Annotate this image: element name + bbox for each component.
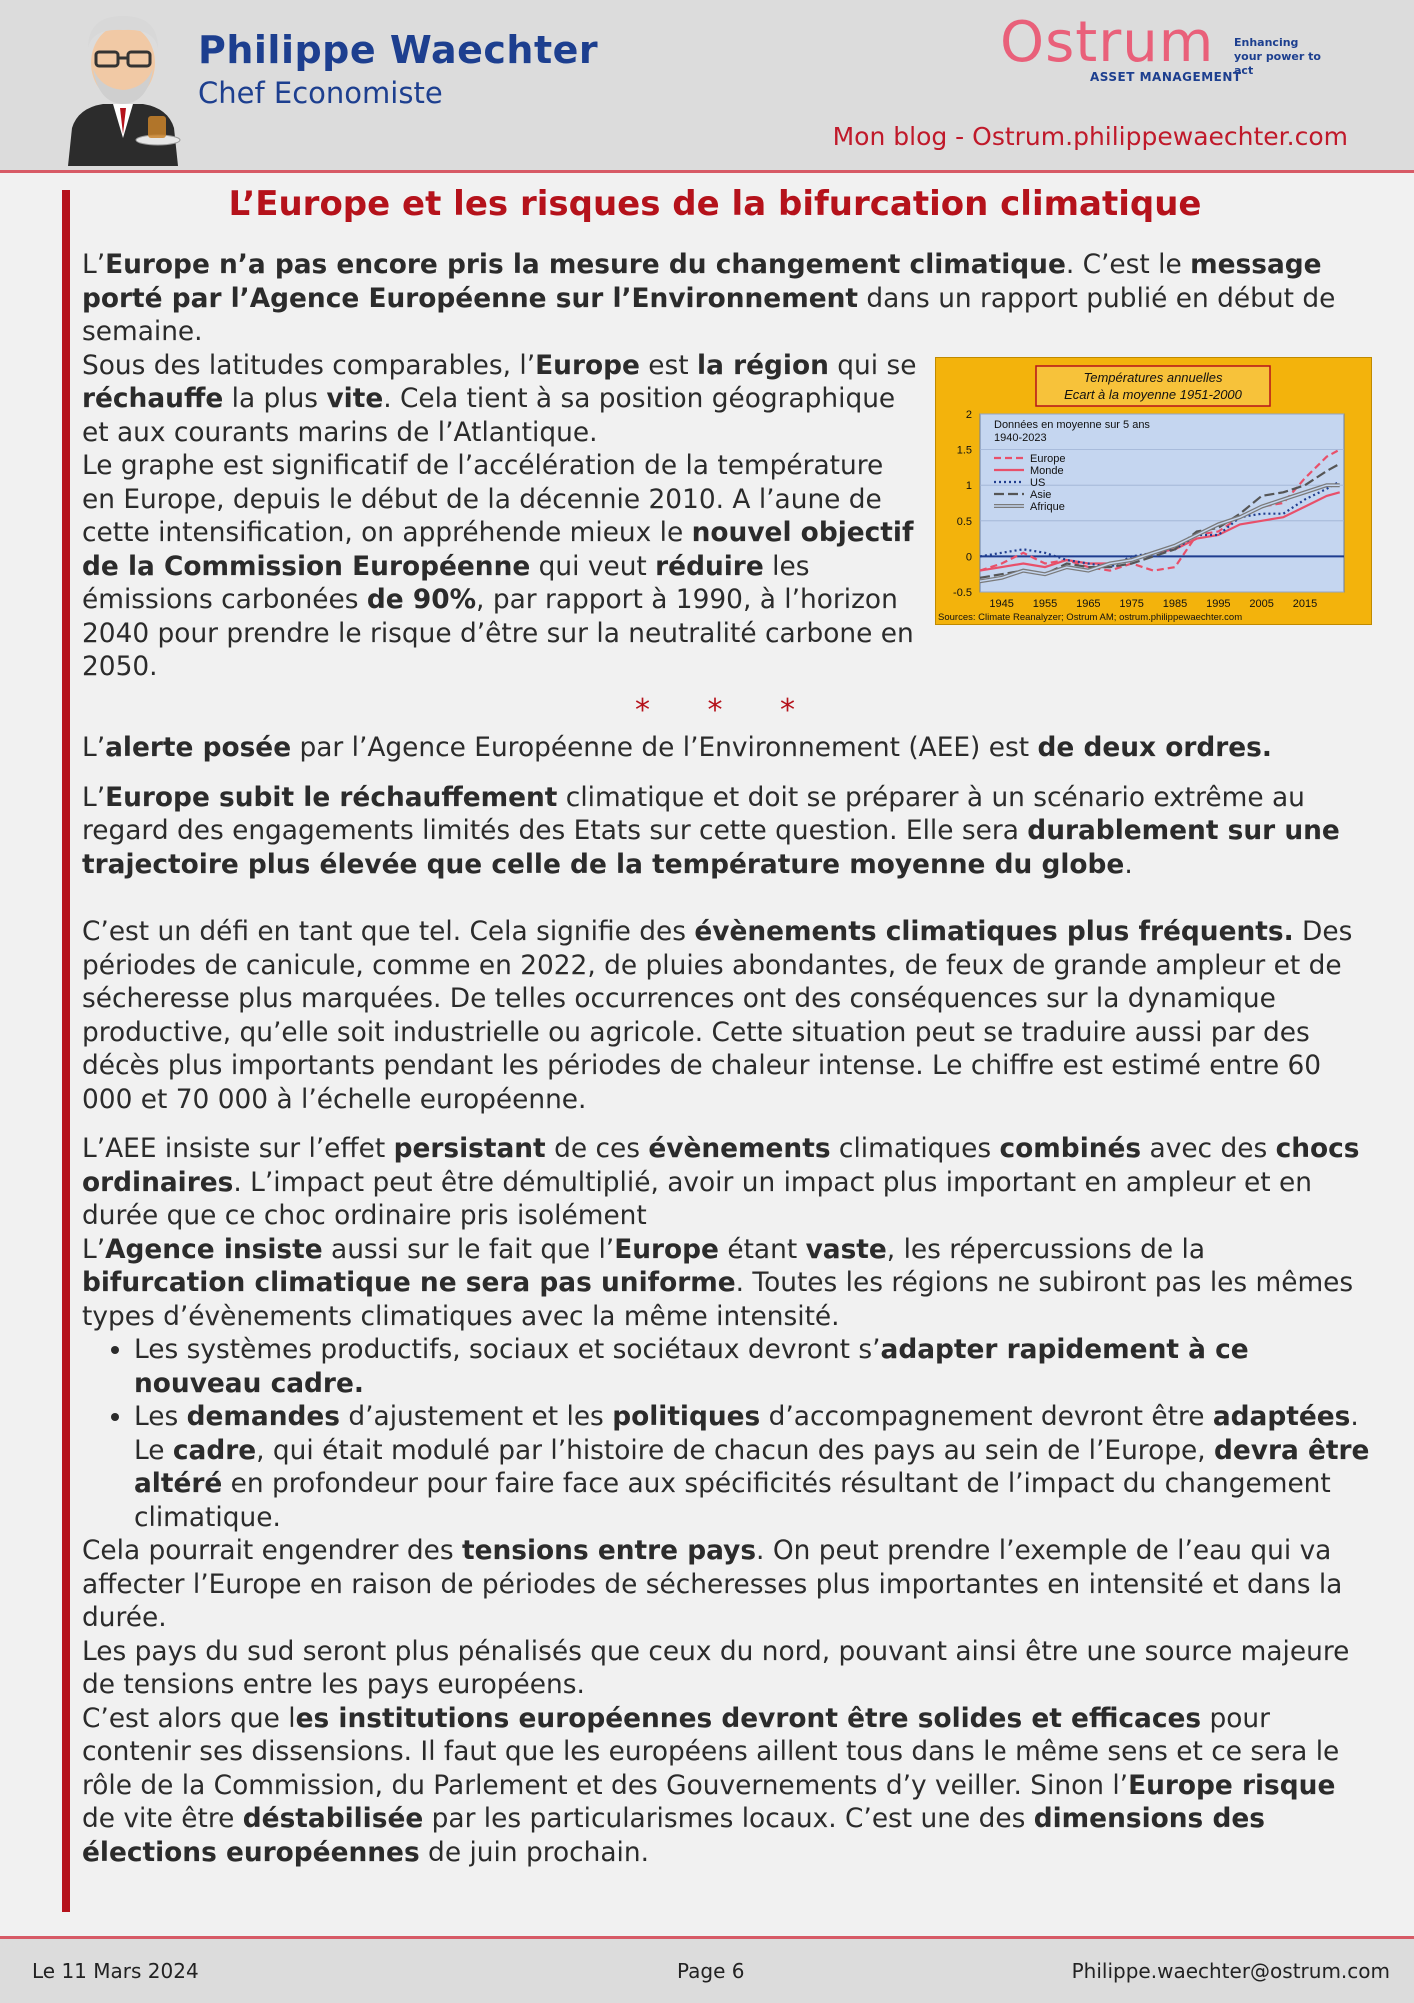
text-run: qui se: [828, 349, 917, 381]
text-run: . L’impact peut être démultiplié, avoir un impact plus important en ampleur et en durée que ce choc ordinaire pris isolément: [82, 1166, 1312, 1231]
text-run: .: [1124, 848, 1133, 880]
x-tick-label: 1985: [1162, 597, 1188, 610]
text-run: est: [639, 349, 698, 381]
bold-text: Agence insiste: [105, 1233, 323, 1265]
y-tick-label: 0: [965, 550, 972, 563]
bold-text: es institutions européennes devront être solides et efficaces: [295, 1702, 1202, 1734]
section-separator: * * *: [634, 692, 820, 728]
x-tick-label: 2005: [1249, 597, 1274, 610]
text-run: Les pays du sud seront plus pénalisés que ceux du nord, pouvant ainsi être une source majeure de tensions entre les pays européens.: [82, 1635, 1350, 1700]
text-run: étant: [718, 1233, 806, 1265]
chart-subtitle: Ecart à la moyenne 1951-2000: [1064, 386, 1242, 402]
text-run: de juin prochain.: [419, 1836, 649, 1868]
y-tick-label: 0.5: [956, 515, 972, 528]
text-run: d’ajustement et les: [340, 1401, 613, 1432]
x-tick-label: 1955: [1032, 597, 1058, 610]
blog-link[interactable]: Mon blog - Ostrum.philippewaechter.com: [832, 122, 1348, 151]
bold-text: bifurcation climatique ne sera pas uniforme: [82, 1267, 736, 1298]
text-run: en profondeur pour faire face aux spécificités résultant de l’impact du changement climatique.: [134, 1468, 1331, 1533]
brand-tagline: Enhancing your power to act: [1234, 36, 1321, 77]
page-title: L’Europe et les risques de la bifurcation climatique: [228, 184, 1202, 224]
bold-text: durablement sur une trajectoire plus élevée que celle de la température moyenne du globe: [82, 815, 1340, 880]
bold-text: déstabilisée: [242, 1803, 424, 1834]
text-run: C’est alors que l: [82, 1702, 296, 1734]
footer-email[interactable]: Philippe.waechter@ostrum.com: [1071, 1959, 1390, 1983]
text-run: . C’est le: [1065, 249, 1191, 280]
text-run: L’: [82, 732, 106, 763]
x-tick-label: 1965: [1076, 597, 1101, 610]
chart-annotation: Données en moyenne sur 5 ans: [994, 418, 1150, 431]
text-run: L’: [82, 249, 106, 280]
bold-text: vite: [326, 383, 384, 414]
text-run: avec des: [1141, 1133, 1276, 1164]
paragraph: [82, 248, 1372, 349]
paragraph: [82, 1534, 1372, 1635]
bold-text: réchauffe: [82, 383, 224, 414]
bold-text: de deux ordres.: [1037, 732, 1272, 763]
paragraph: [82, 1233, 1372, 1334]
bold-text: adaptées: [1212, 1401, 1351, 1432]
text-run: , les répercussions de la: [886, 1233, 1206, 1265]
paragraph: [82, 731, 1372, 765]
y-tick-label: -0.5: [953, 586, 972, 599]
text-run: d’accompagnement devront être: [760, 1401, 1213, 1432]
paragraph: [82, 915, 1372, 1116]
bold-text: cadre: [172, 1434, 257, 1466]
bold-text: persistant: [393, 1133, 546, 1164]
accent-bar: [62, 190, 70, 1912]
bold-text: évènements: [648, 1133, 831, 1164]
text-run: dans un rapport publié en début de semaine.: [82, 282, 1336, 347]
text-run: . On peut prendre l’exemple de l’eau qui va affecter l’Europe en raison de périodes de sécheresses plus importantes en intensité et dans la durée.: [82, 1535, 1343, 1633]
bold-text: alerte posée: [105, 732, 292, 763]
bold-text: adapter rapidement à ce nouveau cadre.: [134, 1334, 1249, 1399]
text-run: qui veut: [530, 550, 656, 582]
bold-text: de 90%: [366, 584, 477, 615]
bold-text: politiques: [612, 1401, 761, 1432]
bold-text: réduire: [655, 550, 764, 582]
page-header: [0, 0, 1414, 173]
text-run: . Toutes les régions ne subiront pas les mêmes types d’évènements climatiques avec la même intensité.: [82, 1267, 1354, 1332]
bold-text: évènements climatiques plus fréquents.: [694, 916, 1294, 947]
bold-text: dimensions des élections européennes: [82, 1803, 1265, 1868]
paragraph: [82, 1702, 1372, 1870]
paragraph: [82, 1635, 1372, 1702]
bold-text: Europe risque: [1128, 1769, 1336, 1801]
text-run: par les particularismes locaux. C’est une des: [423, 1803, 1034, 1834]
bold-text: la région: [697, 349, 829, 381]
text-run: de ces: [545, 1133, 649, 1164]
bold-text: Europe subit le réchauffement: [105, 781, 558, 813]
text-run: L’: [82, 1233, 106, 1265]
legend-label: Asie: [1030, 488, 1052, 501]
chart-source: Sources: Climate Reanalyzer; Ostrum AM; ostrum.philippewaechter.com: [938, 611, 1243, 623]
bold-text: vaste: [805, 1233, 887, 1265]
legend-label: US: [1030, 476, 1046, 489]
article-body: [82, 248, 1372, 1869]
text-run: Sous des latitudes comparables, l’: [82, 349, 536, 381]
text-run: de vite être: [82, 1803, 243, 1834]
text-run: C’est un défi en tant que tel. Cela signifie des: [82, 916, 695, 947]
bullet-list: [82, 1333, 1372, 1534]
text-run: aussi sur le fait que l’: [322, 1233, 615, 1265]
paragraph: [82, 1132, 1372, 1233]
temperature-chart: [935, 357, 1372, 625]
legend-label: Europe: [1030, 452, 1066, 465]
brand-wordmark: Ostrum: [1000, 10, 1215, 75]
text-run: Cela pourrait engendrer des: [82, 1535, 462, 1566]
bold-text: Europe n’a pas encore pris la mesure du changement climatique: [105, 249, 1066, 280]
y-tick-label: 1.5: [956, 444, 972, 457]
x-tick-label: 2015: [1292, 597, 1318, 610]
text-run: Le graphe est significatif de l’accélération de la température en Europe, depuis le début de la décennie 2010. A l’aune de cette intensification, on appréhende mieux le: [82, 450, 884, 548]
text-run: Les: [134, 1401, 187, 1432]
list-item: [134, 1400, 1372, 1534]
page-footer: [0, 1936, 1414, 2003]
x-tick-label: 1995: [1206, 597, 1231, 610]
bold-text: devra être altéré: [134, 1434, 1370, 1499]
author-avatar: [58, 8, 188, 166]
chart-annotation-line2: 1940-2023: [994, 431, 1047, 444]
text-run: climatiques: [830, 1133, 1000, 1164]
list-item: [134, 1333, 1372, 1400]
author-name: Philippe Waechter: [198, 28, 599, 72]
author-role: Chef Economiste: [198, 76, 443, 110]
text-run: Des périodes de canicule, comme en 2022, de pluies abondantes, de feux de grande ampleur et de sécheresse plus marquées. De telles occurrences ont des conséquences sur la dynamique productive, qu’elle soit industrielle ou agricole. Cette situation peut se traduire aussi par des décès plus importants pendant les périodes de chaleur intense. Le chiffre est estimé entre 60 000 et 70 000 à l’échelle européenne.: [82, 916, 1353, 1115]
chart-svg: [936, 358, 1371, 624]
y-tick-label: 2: [965, 408, 972, 421]
x-tick-label: 1975: [1119, 597, 1144, 610]
text-run: par l’Agence Européenne de l’Environnement (AEE) est: [291, 732, 1038, 763]
bold-text: chocs ordinaires: [82, 1133, 1360, 1198]
bold-text: tensions entre pays: [461, 1535, 757, 1566]
legend-label: Afrique: [1030, 500, 1065, 513]
bold-text: nouvel objectif de la Commission Européenne: [82, 517, 914, 582]
text-run: L’AEE insiste sur l’effet: [82, 1133, 394, 1164]
text-run: . Cela tient à sa position géographique et aux courants marins de l’Atlantique.: [82, 383, 896, 448]
chart-title: Températures annuelles: [1083, 369, 1223, 385]
footer-page-number: Page 6: [677, 1959, 745, 1983]
text-run: , qui était modulé par l’histoire de chacun des pays au sein de l’Europe,: [256, 1434, 1214, 1466]
text-run: la plus: [223, 383, 327, 414]
text-run: les émissions carbonées: [82, 550, 810, 615]
text-run: Les systèmes productifs, sociaux et sociétaux devront s’: [134, 1334, 881, 1365]
x-tick-label: 1945: [989, 597, 1014, 610]
brand-subtitle: ASSET MANAGEMENT: [1090, 70, 1242, 84]
paragraph: [82, 781, 1372, 882]
y-tick-label: 1: [965, 479, 972, 492]
text-run: . Le: [134, 1401, 1359, 1466]
legend-label: Monde: [1030, 464, 1064, 477]
bold-text: demandes: [186, 1401, 341, 1432]
brand-logo: [1000, 10, 1321, 88]
bold-text: combinés: [999, 1133, 1142, 1164]
bold-text: Europe: [614, 1233, 719, 1265]
text-run: , par rapport à 1990, à l’horizon 2040 pour prendre le risque d’être sur la neutralité carbone en 2050.: [82, 584, 914, 682]
text-run: pour contenir ses dissensions. Il faut que les européens aillent tous dans le même sens et ce sera le rôle de la Commission, du Parlement et des Gouvernements d’y veiller. Sinon l’: [82, 1702, 1340, 1801]
text-run: climatique et doit se préparer à un scénario extrême au regard des engagements limités des Etats sur cette question. Elle sera: [82, 781, 1305, 846]
footer-date: Le 11 Mars 2024: [32, 1959, 199, 1983]
bold-text: Europe: [535, 349, 640, 381]
text-run: L’: [82, 781, 106, 813]
bold-text: message porté par l’Agence Européenne sur l’Environnement: [82, 249, 1322, 314]
